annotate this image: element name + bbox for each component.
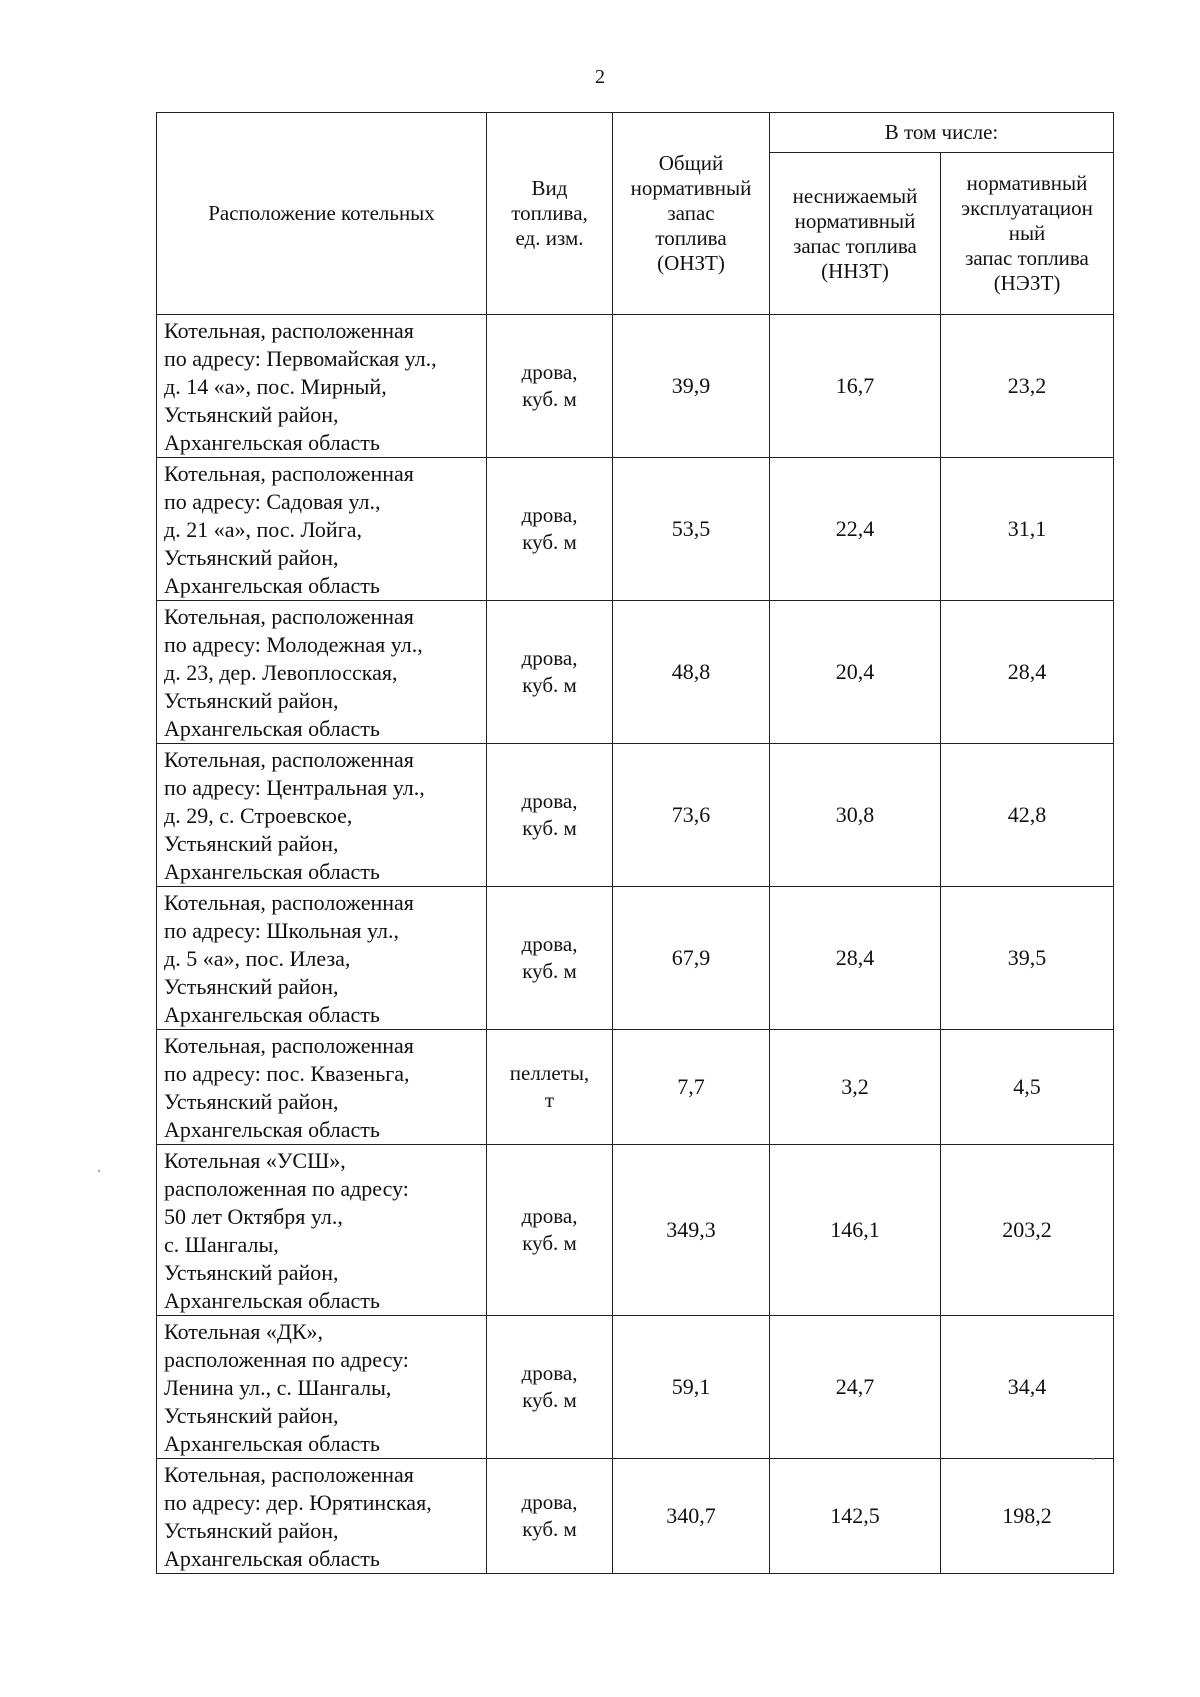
cell-onzt: 48,8 <box>613 601 770 744</box>
cell-nnzt: 146,1 <box>770 1145 941 1316</box>
table-row <box>157 601 1114 744</box>
cell-nnzt: 28,4 <box>770 887 941 1030</box>
scan-speck <box>98 1170 100 1172</box>
cell-onzt: 67,9 <box>613 887 770 1030</box>
table-row <box>157 1459 1114 1574</box>
cell-location: Котельная, расположенная по адресу: Садовая ул., д. 21 «а», пос. Лойга, Устьянский район, Архангельская область <box>157 458 487 601</box>
cell-nezt: 31,1 <box>941 458 1114 601</box>
cell-nnzt: 142,5 <box>770 1459 941 1574</box>
header-fuel-type: Вид топлива, ед. изм. <box>487 113 613 315</box>
cell-onzt: 53,5 <box>613 458 770 601</box>
cell-nezt: 203,2 <box>941 1145 1114 1316</box>
cell-nezt: 23,2 <box>941 315 1114 458</box>
cell-location: Котельная, расположенная по адресу: пос. Квазеньга, Устьянский район, Архангельская область <box>157 1030 487 1145</box>
header-total-reserve: Общий нормативный запас топлива (ОНЗТ) <box>613 113 770 315</box>
cell-onzt: 39,9 <box>613 315 770 458</box>
cell-nnzt: 22,4 <box>770 458 941 601</box>
cell-location: Котельная «ДК», расположенная по адресу: Ленина ул., с. Шангалы, Устьянский район, Архангельская область <box>157 1316 487 1459</box>
cell-location: Котельная, расположенная по адресу: Молодежная ул., д. 23, дер. Левоплосская, Устьянский район, Архангельская область <box>157 601 487 744</box>
cell-onzt: 59,1 <box>613 1316 770 1459</box>
cell-fuel-type: дрова, куб. м <box>487 1316 613 1459</box>
cell-fuel-type: дрова, куб. м <box>487 744 613 887</box>
cell-onzt: 340,7 <box>613 1459 770 1574</box>
table-row <box>157 887 1114 1030</box>
table-row <box>157 744 1114 887</box>
cell-location: Котельная, расположенная по адресу: Школьная ул., д. 5 «а», пос. Илеза, Устьянский район, Архангельская область <box>157 887 487 1030</box>
header-location: Расположение котельных <box>157 113 487 315</box>
cell-fuel-type: дрова, куб. м <box>487 1459 613 1574</box>
scan-speck <box>1092 1458 1094 1460</box>
page-number: 2 <box>595 66 605 88</box>
cell-nnzt: 24,7 <box>770 1316 941 1459</box>
table-row <box>157 315 1114 458</box>
cell-location: Котельная, расположенная по адресу: дер. Юрятинская, Устьянский район, Архангельская область <box>157 1459 487 1574</box>
cell-nezt: 34,4 <box>941 1316 1114 1459</box>
cell-onzt: 73,6 <box>613 744 770 887</box>
table-header <box>157 113 1114 315</box>
cell-onzt: 349,3 <box>613 1145 770 1316</box>
cell-fuel-type: дрова, куб. м <box>487 1145 613 1316</box>
cell-location: Котельная «УСШ», расположенная по адресу: 50 лет Октября ул., с. Шангалы, Устьянский район, Архангельская область <box>157 1145 487 1316</box>
fuel-reserve-table <box>156 112 1114 1574</box>
table-body <box>157 315 1114 1574</box>
cell-nnzt: 3,2 <box>770 1030 941 1145</box>
cell-fuel-type: дрова, куб. м <box>487 887 613 1030</box>
cell-nezt: 42,8 <box>941 744 1114 887</box>
cell-location: Котельная, расположенная по адресу: Центральная ул., д. 29, с. Строевское, Устьянский район, Архангельская область <box>157 744 487 887</box>
table-row <box>157 458 1114 601</box>
table-row <box>157 1316 1114 1459</box>
table-row <box>157 1145 1114 1316</box>
cell-location: Котельная, расположенная по адресу: Первомайская ул., д. 14 «а», пос. Мирный, Устьянский район, Архангельская область <box>157 315 487 458</box>
cell-fuel-type: дрова, куб. м <box>487 315 613 458</box>
header-nezt: нормативный эксплуатацион ный запас топлива (НЭЗТ) <box>941 153 1114 315</box>
cell-nezt: 28,4 <box>941 601 1114 744</box>
table-row <box>157 1030 1114 1145</box>
cell-nezt: 198,2 <box>941 1459 1114 1574</box>
header-nnzt: неснижаемый нормативный запас топлива (ННЗТ) <box>770 153 941 315</box>
cell-onzt: 7,7 <box>613 1030 770 1145</box>
cell-nnzt: 20,4 <box>770 601 941 744</box>
cell-nnzt: 16,7 <box>770 315 941 458</box>
cell-fuel-type: дрова, куб. м <box>487 458 613 601</box>
cell-nezt: 39,5 <box>941 887 1114 1030</box>
header-including: В том числе: <box>770 113 1114 153</box>
cell-fuel-type: дрова, куб. м <box>487 601 613 744</box>
cell-nnzt: 30,8 <box>770 744 941 887</box>
cell-fuel-type: пеллеты, т <box>487 1030 613 1145</box>
cell-nezt: 4,5 <box>941 1030 1114 1145</box>
